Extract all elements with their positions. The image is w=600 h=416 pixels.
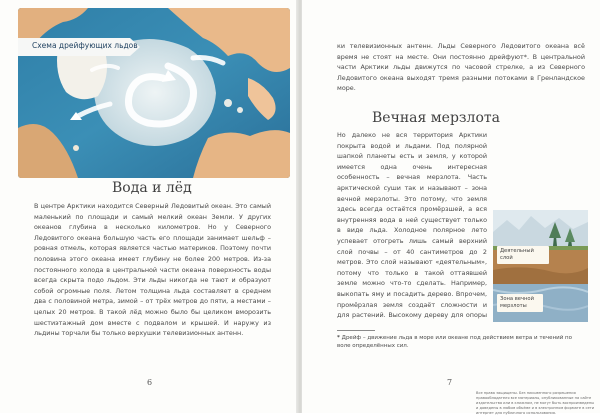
copyright-imprint: Все права защищены. Без письменного разрешения правообладателя все материалы, опубликованные на сайте издательства или в книжном, не могут быть воспроизведены и доведены в любом объёме и в электронном формате в сети интернет для публичного использования. [476,391,595,415]
footnote-divider [337,330,375,331]
active-layer-label: Деятельный слой [497,246,549,264]
left-body-text: В центре Арктики находится Северный Ледовитый океан. Это самый маленький по площади и самый мелкий океан Земли. У других океанов глубина в несколько километров. Но у Северного Ледовитого океана большую часть его площади занимает шельф – ровная отмель, которая является частью материков. Поэтому почти половина этого океана имеет глубину не более 200 метров. Из-за постоянного холода в центральной части океана поверхность воды всегда скрыта подо льдом. Эти льды никогда не тают и образуют собой огромные поля. Летом толщина льда составляет в среднем два с половиной метра, зимой – от трёх метров до пяти, а местами – целых 20 метров. В такой лёд можно было бы целиком вморозить шестиэтажный дом вместе с подвалом и крышей. И наружу из льдины торчали бы только верхушки телевизионных антенн. [34,202,271,338]
footnote-marker: * [337,335,340,341]
map-caption-text: Схема дрейфующих льдов [32,41,138,50]
footnote [337,334,575,350]
map-caption-banner [18,36,140,58]
page-number-left: 6 [147,378,153,387]
right-continuation-text: ки телевизионных антенн. Льды Северного Ледовитого океана всё время не стоят на месте. Они постоянно дрейфуют*. В центральной части Арктики льды движутся по часовой стрелке, а из Северного Ледовитого океана выходят тремя разными потоками в Гренландское море. [337,42,585,93]
permafrost-zone-label: Зона вечной мерзлоты [497,294,543,312]
section-title-water-and-ice: Вода и лёд [112,180,192,196]
right-body-text: Но далеко не вся территория Арктики покрыта водой и льдами. Под полярной шапкой планеты есть и земля, у которой имеется одна очень интересная особенность – вечная мерзлота. Часть арктической суши так и называют – зона вечной мерзлоты. Это потому, что земля здесь всегда остаётся промёрзшей, а вся внутренняя вода в ней существует только в виде льда. Холодное полярное лето успевает отогреть лишь самый верхний слой почвы – от 40 сантиметров до 2 метров. Это слой называют «деятельным», потому что только в такой оттаявшей земле можно что-то сделать. Например, выкопать яму и посадить дерево. Впрочем, промёрзлая земля создаёт сложности и для растений. Высокому дереву для опоры [337,131,487,320]
page-number-right: 7 [447,378,453,387]
permafrost-soil-diagram [493,210,588,322]
arctic-map-illustration [18,8,290,178]
section-title-permafrost: Вечная мерзлота [372,110,500,126]
left-page [0,0,298,413]
footnote-text: Дрейф – движение льда в море или океане под действием ветра и течений по воле определённых сил. [337,335,573,349]
drifting-ice-map [18,8,290,178]
